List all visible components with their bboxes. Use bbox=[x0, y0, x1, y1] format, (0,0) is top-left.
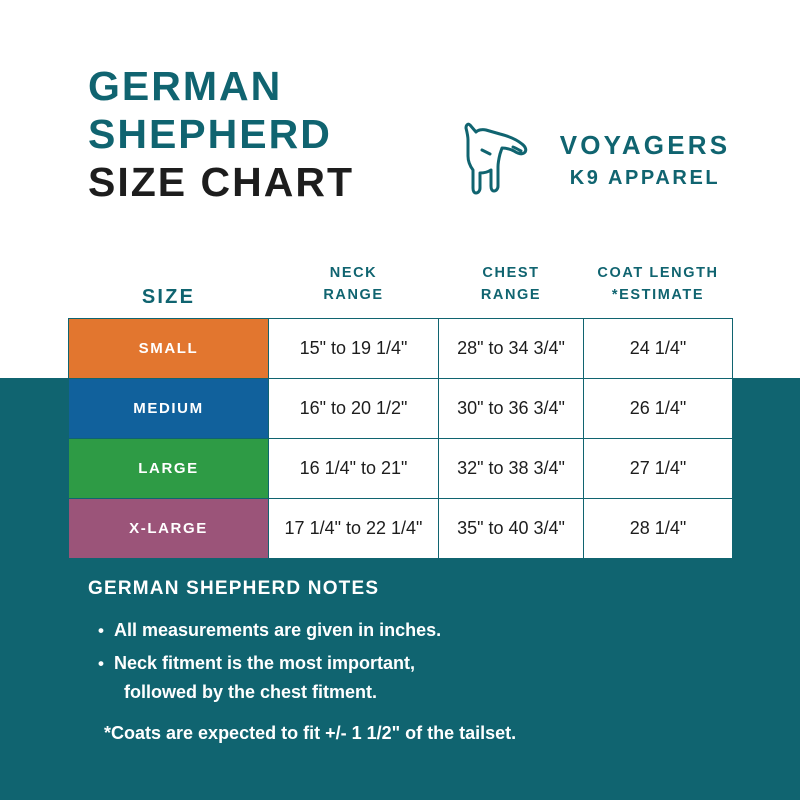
note-item-2-line2: followed by the chest fitment. bbox=[124, 682, 378, 702]
column-header-neck-line2: RANGE bbox=[323, 287, 384, 303]
bullet-icon: • bbox=[98, 621, 104, 640]
cell-neck-medium: 16" to 20 1/2" bbox=[269, 379, 439, 439]
note-item-2-line1: Neck fitment is the most important, bbox=[114, 653, 416, 673]
column-header-neck-line1: NECK bbox=[329, 265, 378, 281]
table-header-row bbox=[69, 262, 733, 319]
table-row bbox=[69, 439, 733, 499]
note-item-2 bbox=[114, 649, 748, 707]
column-header-coat-line2: *ESTIMATE bbox=[611, 287, 705, 303]
cell-neck-large: 16 1/4" to 21" bbox=[269, 439, 439, 499]
cell-chest-medium: 30" to 36 3/4" bbox=[439, 379, 584, 439]
column-header-chest-line1: CHEST bbox=[482, 265, 540, 281]
table-row bbox=[69, 499, 733, 559]
title-line-3: SIZE CHART bbox=[88, 159, 354, 205]
note-item-1-line1: All measurements are given in inches. bbox=[114, 620, 442, 640]
column-header-chest-line2: RANGE bbox=[480, 287, 542, 303]
cell-coat-large: 27 1/4" bbox=[584, 439, 733, 499]
title-line-1: GERMAN bbox=[88, 63, 283, 109]
table-row bbox=[69, 379, 733, 439]
brand-subtitle: K9 APPAREL bbox=[569, 167, 721, 189]
brand-name: VOYAGERS bbox=[559, 130, 731, 160]
cell-coat-xlarge: 28 1/4" bbox=[584, 499, 733, 559]
cell-neck-small: 15" to 19 1/4" bbox=[269, 319, 439, 379]
bullet-icon: • bbox=[98, 654, 104, 673]
column-header-size: SIZE bbox=[141, 286, 196, 308]
column-header-neck bbox=[269, 262, 439, 319]
title-line-2: SHEPHERD bbox=[88, 111, 332, 157]
cell-neck-xlarge: 17 1/4" to 22 1/4" bbox=[269, 499, 439, 559]
cell-chest-xlarge: 35" to 40 3/4" bbox=[439, 499, 584, 559]
column-header-coat-length bbox=[584, 262, 733, 319]
row-size-label-large: LARGE bbox=[69, 439, 269, 499]
row-size-label-medium: MEDIUM bbox=[69, 379, 269, 439]
column-header-chest bbox=[439, 262, 584, 319]
cell-chest-small: 28" to 34 3/4" bbox=[439, 319, 584, 379]
size-table-container bbox=[68, 262, 732, 559]
notes-title: GERMAN SHEPHERD NOTES bbox=[88, 578, 380, 599]
column-header-coat-line1: COAT LENGTH bbox=[597, 265, 719, 281]
size-table-body bbox=[69, 319, 733, 559]
table-row bbox=[69, 319, 733, 379]
brand-logo bbox=[460, 120, 750, 210]
row-size-label-xlarge: X-LARGE bbox=[69, 499, 269, 559]
notes-section bbox=[88, 578, 748, 748]
brand-wordmark bbox=[542, 130, 748, 190]
list-item bbox=[88, 649, 748, 707]
notes-footer: *Coats are expected to fit +/- 1 1/2" of the tailset. bbox=[104, 723, 517, 743]
cell-coat-medium: 26 1/4" bbox=[584, 379, 733, 439]
size-table bbox=[68, 262, 733, 559]
list-item bbox=[88, 616, 748, 645]
size-table-head bbox=[69, 262, 733, 319]
page-title bbox=[88, 62, 468, 206]
cell-chest-large: 32" to 38 3/4" bbox=[439, 439, 584, 499]
note-item-1 bbox=[114, 616, 748, 645]
cell-coat-small: 24 1/4" bbox=[584, 319, 733, 379]
dog-silhouette-icon bbox=[460, 120, 538, 200]
row-size-label-small: SMALL bbox=[69, 319, 269, 379]
